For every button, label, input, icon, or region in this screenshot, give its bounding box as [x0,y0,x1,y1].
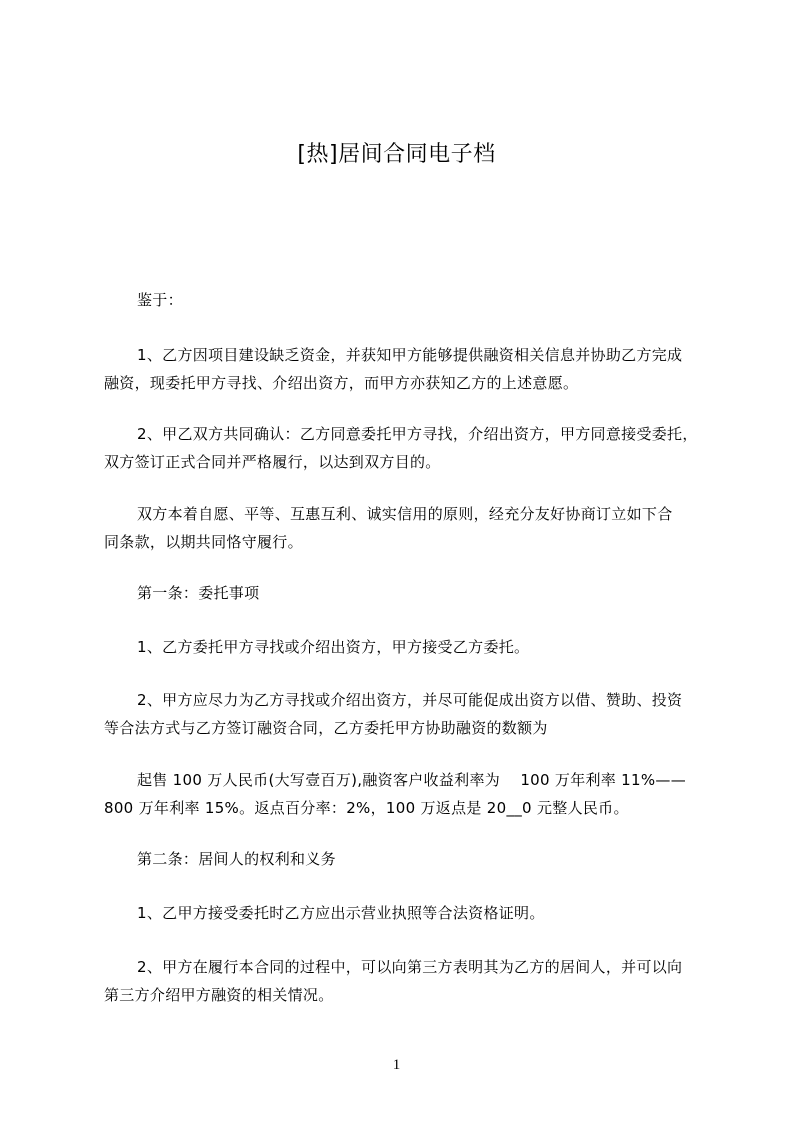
paragraph-line: 1、乙方因项目建设缺乏资金，并获知甲方能够提供融资相关信息并协助乙方完成 [137,346,683,364]
preamble-heading: 鉴于： [137,291,183,309]
paragraph-line: 等合法方式与乙方签订融资合同，乙方委托甲方协助融资的数额为 [104,719,548,737]
paragraph-line: 同条款，以期共同恪守履行。 [104,533,303,551]
paragraph-line: 2、甲方应尽力为乙方寻找或介绍出资方，并尽可能促成出资方以借、赞助、投资 [137,691,683,709]
section-heading-article-1: 第一条：委托事项 [137,584,260,602]
paragraph-line: 双方签订正式合同并严格履行，以达到双方目的。 [104,453,441,471]
paragraph-line: 1、乙甲方接受委托时乙方应出示营业执照等合法资格证明。 [137,904,545,922]
paragraph-line: 1、乙方委托甲方寻找或介绍出资方，甲方接受乙方委托。 [137,638,530,656]
paragraph-line: 2、甲乙双方共同确认：乙方同意委托甲方寻找，介绍出资方，甲方同意接受委托， [137,425,698,443]
paragraph-line: 第三方介绍甲方融资的相关情况。 [104,986,334,1004]
paragraph-line: 800 万年利率 15%。返点百分率：2%，100 万返点是 20__0 元整人民币。 [104,799,629,817]
section-heading-article-2: 第二条：居间人的权利和义务 [137,850,336,868]
paragraph-line: 起售 100 万人民币(大写壹百万),融资客户收益利率为 100 万年利率 11%—— [137,771,687,789]
document-title: [热]居间合同电子档 [297,142,496,167]
page-number: 1 [392,1057,401,1073]
paragraph-line: 2、甲方在履行本合同的过程中，可以向第三方表明其为乙方的居间人，并可以向 [137,958,683,976]
paragraph-line: 融资，现委托甲方寻找、介绍出资方，而甲方亦获知乙方的上述意愿。 [104,374,579,392]
paragraph-line: 双方本着自愿、平等、互惠互利、诚实信用的原则，经充分友好协商订立如下合 [137,505,673,523]
